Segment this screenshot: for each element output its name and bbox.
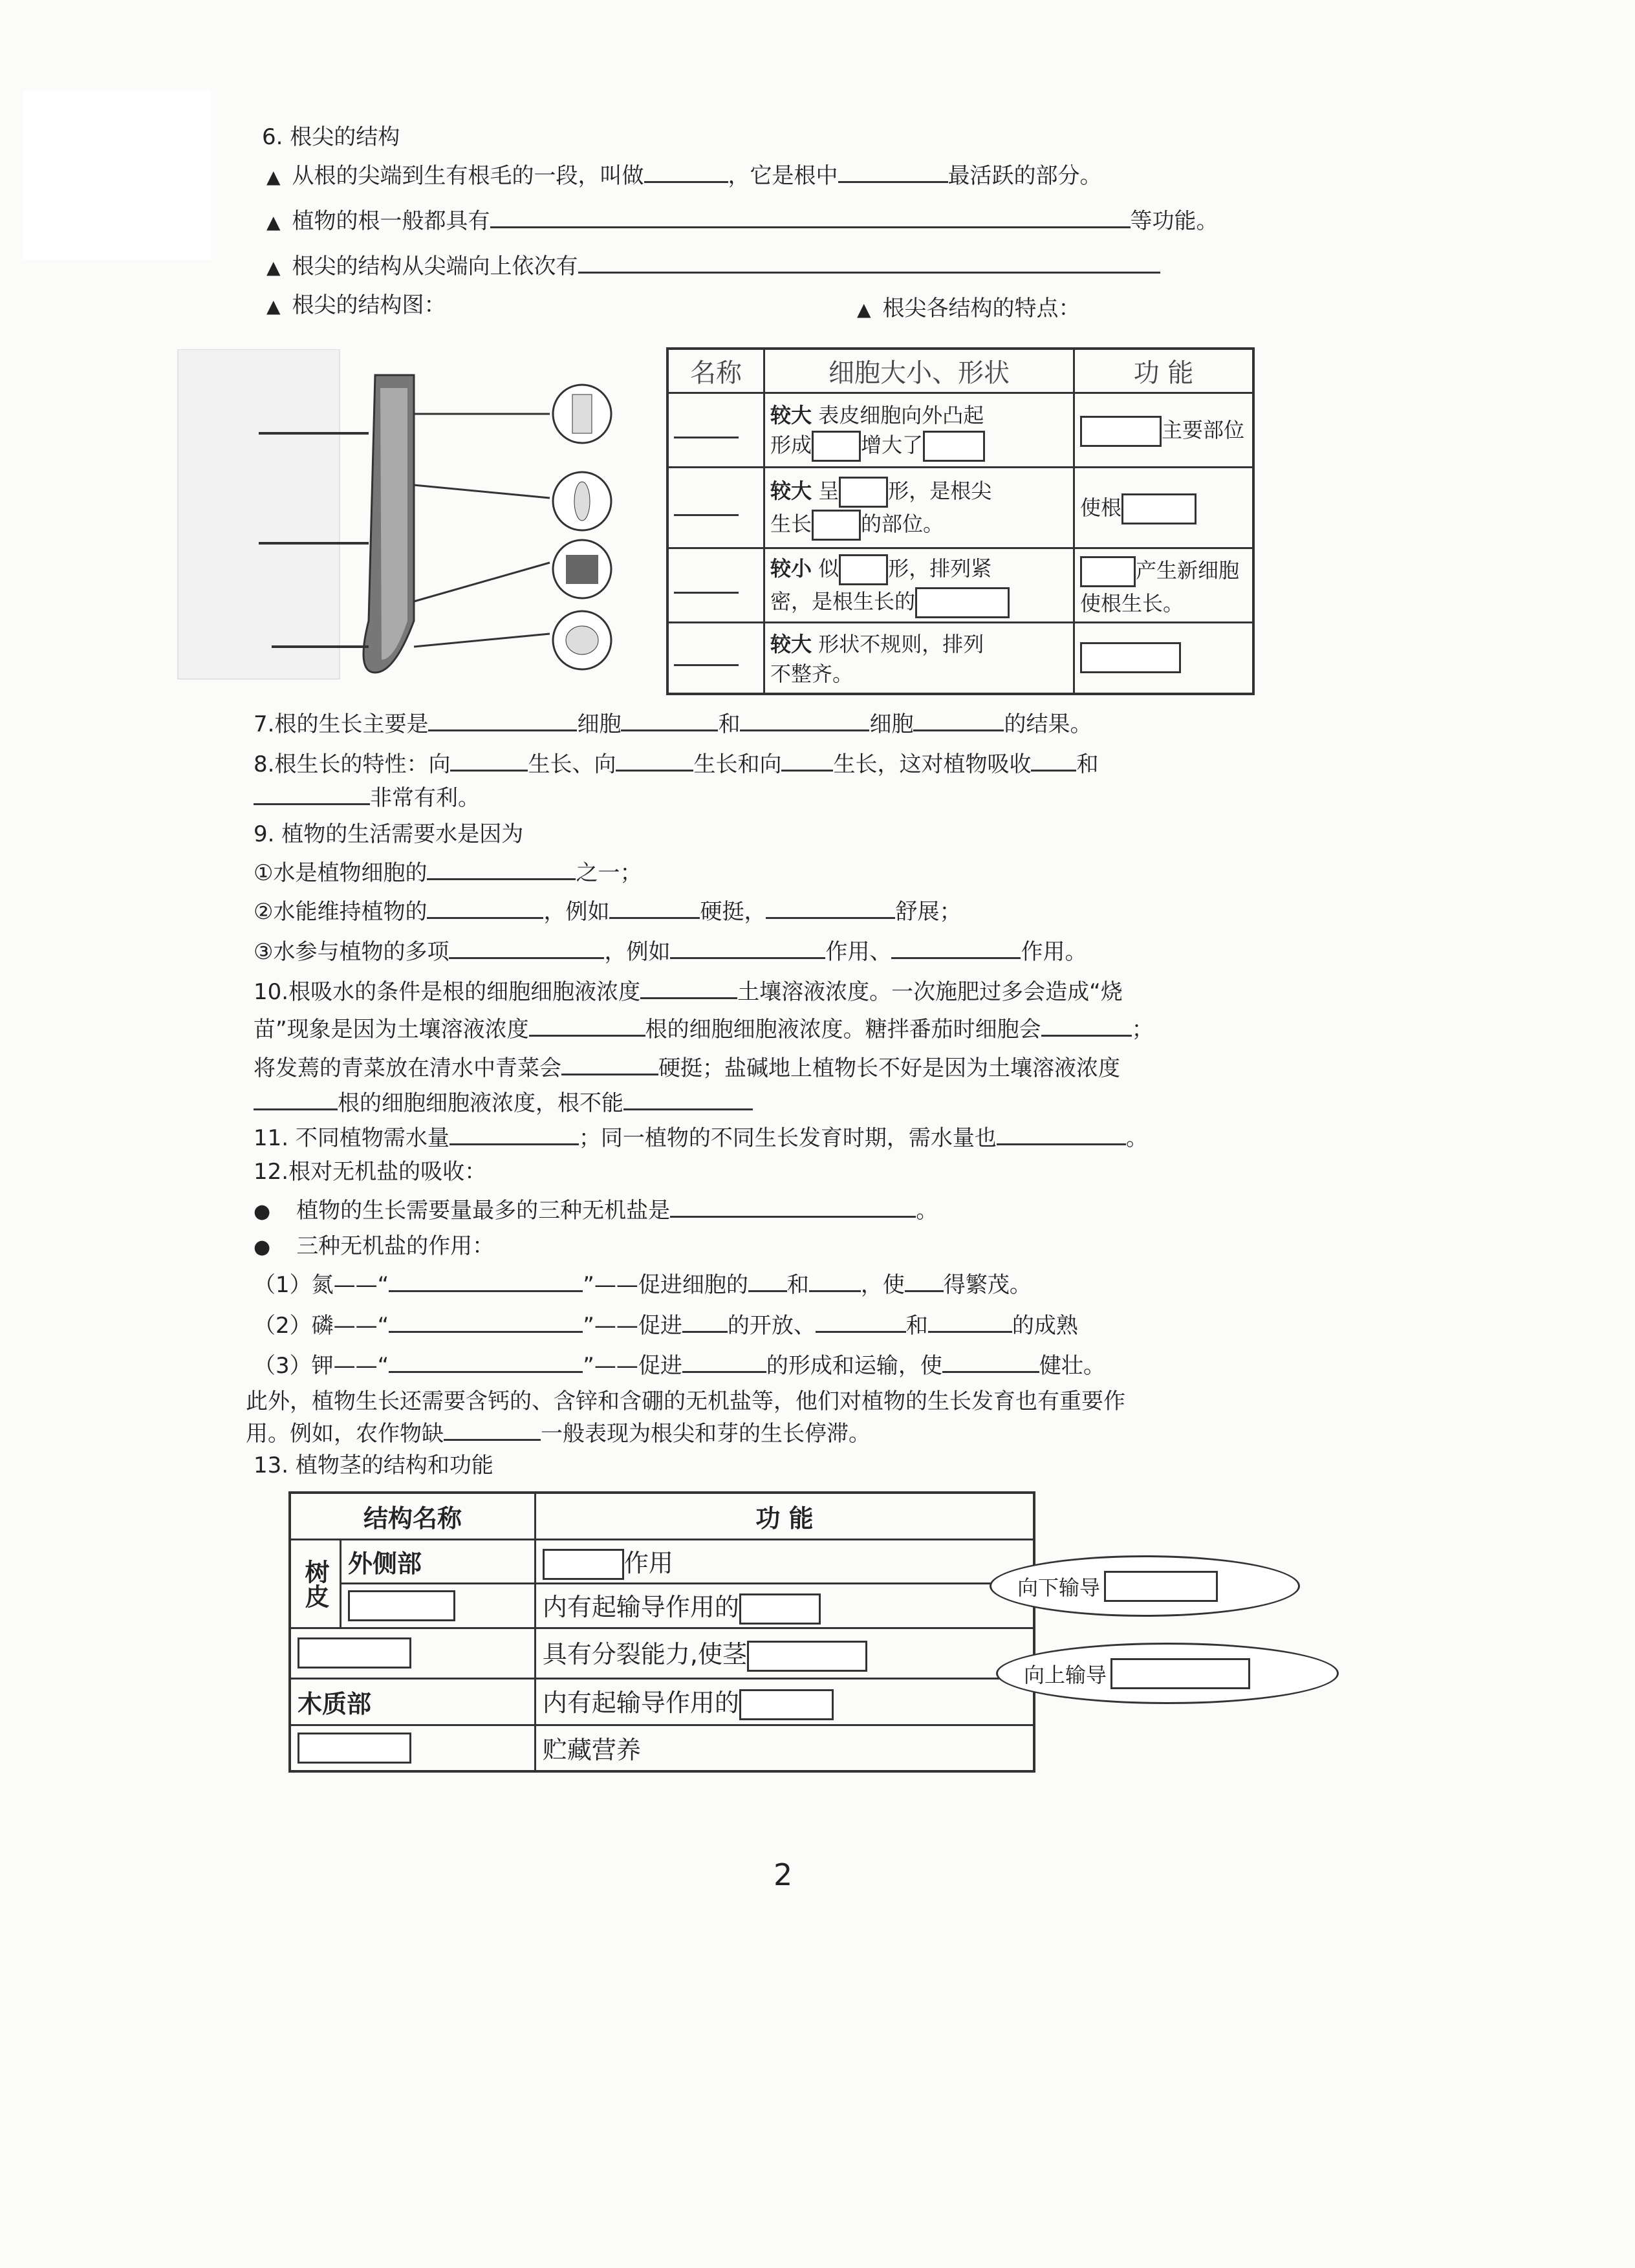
answer-box[interactable] [1080, 556, 1136, 587]
section-12-bullet-2: ● 三种无机盐的作用： [254, 1233, 495, 1259]
xylem-label: 木质部 [290, 1678, 535, 1725]
bullet-icon: ● [254, 1200, 271, 1223]
answer-box[interactable] [739, 1689, 834, 1720]
answer-blank[interactable] [809, 1271, 861, 1292]
answer-blank[interactable] [389, 1312, 583, 1333]
section-12-extra-1: 此外，植物生长还需要含钙的、含锌和含硼的无机盐等，他们对植物的生长发育也有重要作 [246, 1388, 1125, 1414]
potassium-line: （3）钾——“ ”——促进 的形成和运输，使 健壮。 [254, 1353, 1105, 1379]
answer-blank[interactable] [389, 1271, 583, 1292]
answer-blank[interactable] [928, 1312, 1012, 1333]
header-function: 功 能 [535, 1493, 1034, 1539]
section-10-line-3: 将发蔫的青菜放在清水中青菜会 硬挺；盐碱地上植物长不好是因为土壤溶液浓度 [254, 1055, 1120, 1081]
answer-blank[interactable] [670, 938, 825, 959]
answer-blank[interactable] [450, 750, 528, 772]
triangle-icon: ▲ [266, 257, 281, 278]
answer-blank[interactable] [748, 1271, 787, 1292]
answer-blank[interactable] [816, 1312, 906, 1333]
table-row: 内有起输导作用的 [290, 1584, 1034, 1628]
table-row: 较大 表皮细胞向外凸起 形成 增大了 主要部位 [667, 393, 1253, 468]
answer-blank[interactable] [997, 1124, 1126, 1145]
section-7: 7.根的生长主要是 细胞 和 细胞 的结果。 [254, 711, 1092, 737]
nitrogen-line: （1）氮——“ ”——促进细胞的 和 ，使 得繁茂。 [254, 1272, 1032, 1298]
redaction-block [23, 91, 211, 260]
answer-blank[interactable] [682, 1352, 766, 1373]
table-row [290, 1493, 1034, 1539]
answer-blank[interactable] [609, 898, 700, 919]
answer-blank[interactable] [254, 1089, 338, 1110]
section-9-title: 9. 植物的生活需要水是因为 [254, 821, 524, 847]
section-12-title: 12.根对无机盐的吸收： [254, 1159, 487, 1185]
table-row: 具有分裂能力,使茎 [290, 1628, 1034, 1678]
answer-blank[interactable] [913, 710, 1004, 731]
section-13-title: 13. 植物茎的结构和功能 [254, 1453, 493, 1478]
answer-blank[interactable] [674, 417, 739, 438]
table-row: 较大 呈 形，是根尖 生长 的部位。 使根 [667, 468, 1253, 548]
answer-box[interactable] [839, 477, 888, 508]
answer-box[interactable] [747, 1641, 867, 1672]
header-structure: 结构名称 [290, 1493, 535, 1539]
page-number: 2 [774, 1857, 793, 1892]
answer-box[interactable] [915, 587, 1010, 618]
section-6-line-4b: ▲ 根尖各结构的特点： [857, 296, 1081, 321]
answer-blank[interactable] [389, 1352, 583, 1373]
answer-blank[interactable] [621, 710, 718, 731]
answer-blank[interactable] [838, 162, 948, 183]
answer-box[interactable] [1121, 493, 1196, 524]
answer-blank[interactable] [781, 750, 833, 772]
root-tip-table [666, 347, 1255, 695]
header-name: 名称 [667, 349, 764, 393]
section-9-item-3: ③水参与植物的多项 ，例如 作用、 作用。 [254, 939, 1087, 965]
answer-box[interactable] [298, 1637, 411, 1669]
answer-blank[interactable] [444, 1420, 541, 1441]
answer-blank[interactable] [529, 1015, 645, 1037]
stem-structure-table [288, 1491, 1035, 1773]
answer-box[interactable] [739, 1593, 821, 1625]
answer-box[interactable] [1080, 416, 1162, 447]
answer-blank[interactable] [561, 1054, 658, 1075]
bullet-icon: ● [254, 1236, 271, 1258]
section-6-line-2: ▲ 植物的根一般都具有 等功能。 [266, 208, 1218, 234]
answer-box[interactable] [1080, 642, 1181, 673]
triangle-icon: ▲ [266, 166, 281, 188]
answer-blank[interactable] [674, 645, 739, 666]
answer-box[interactable] [298, 1733, 411, 1764]
section-6-line-4: ▲ 根尖的结构图： [266, 292, 446, 318]
header-cell-shape: 细胞大小、形状 [764, 349, 1074, 393]
table-row: 较小 似 形，排列紧 密，是根生长的 产生新细胞 使根生长。 [667, 548, 1253, 623]
answer-blank[interactable] [766, 898, 895, 919]
answer-box[interactable] [543, 1549, 624, 1580]
section-9-item-2: ②水能维持植物的 ，例如 硬挺， 舒展； [254, 899, 962, 925]
section-10-line-2: 苗”现象是因为土壤溶液浓度 根的细胞细胞液浓度。糖拌番茄时细胞会 ； [254, 1017, 1154, 1042]
answer-blank[interactable] [905, 1271, 944, 1292]
section-12-bullet-1: ● 植物的生长需要量最多的三种无机盐是 。 [254, 1198, 938, 1224]
answer-blank[interactable] [670, 1196, 916, 1218]
answer-blank[interactable] [891, 938, 1021, 959]
answer-blank[interactable] [674, 572, 739, 594]
answer-blank[interactable] [428, 710, 577, 731]
section-11: 11. 不同植物需水量 ；同一植物的不同生长发育时期，需水量也 。 [254, 1125, 1148, 1151]
upward-transport-bubble: 向上输导 [996, 1643, 1339, 1704]
answer-box[interactable] [839, 554, 888, 585]
outer-part-label: 外侧部 [341, 1539, 536, 1584]
answer-blank[interactable] [254, 784, 370, 805]
triangle-icon: ▲ [266, 211, 281, 233]
section-8-cont: 非常有利。 [254, 784, 480, 812]
answer-blank[interactable] [449, 938, 604, 959]
answer-blank[interactable] [740, 710, 869, 731]
section-12-extra-2: 用。例如，农作物缺 一般表现为根尖和芽的生长停滞。 [246, 1421, 871, 1447]
storage-function: 贮藏营养 [535, 1725, 1034, 1771]
table-row: 树皮 外侧部 作用 [290, 1539, 1034, 1584]
answer-blank[interactable] [427, 859, 576, 880]
answer-blank[interactable] [674, 495, 739, 516]
answer-box[interactable] [923, 431, 985, 462]
answer-blank[interactable] [1031, 750, 1076, 772]
section-8: 8.根生长的特性：向 生长、向 生长和向 生长，这对植物吸收 和 [254, 751, 1099, 777]
answer-blank[interactable] [449, 1124, 579, 1145]
root-tip-diagram [175, 349, 666, 686]
section-9-item-1: ①水是植物细胞的 之一； [254, 860, 642, 886]
answer-blank[interactable] [682, 1312, 728, 1333]
table-row: 木质部 内有起输导作用的 [290, 1678, 1034, 1725]
answer-blank[interactable] [644, 162, 728, 183]
answer-blank[interactable] [578, 252, 1160, 274]
triangle-icon: ▲ [857, 299, 871, 320]
section-6-line-3: ▲ 根尖的结构从尖端向上依次有 [266, 252, 1160, 282]
answer-box[interactable] [1104, 1571, 1218, 1602]
answer-blank[interactable] [490, 207, 1131, 228]
answer-blank[interactable] [623, 1089, 753, 1110]
header-function: 功 能 [1074, 349, 1254, 393]
table-row [290, 1725, 1034, 1771]
triangle-icon: ▲ [266, 296, 281, 317]
answer-blank[interactable] [1041, 1015, 1132, 1037]
answer-blank[interactable] [942, 1352, 1039, 1373]
answer-blank[interactable] [640, 978, 737, 999]
section-10-line-1: 10.根吸水的条件是根的细胞细胞液浓度 土壤溶液浓度。一次施肥过多会造成“烧 [254, 979, 1123, 1005]
answer-blank[interactable] [427, 898, 543, 919]
answer-blank[interactable] [616, 750, 693, 772]
phosphorus-line: （2）磷——“ ”——促进 的开放、 和 的成熟 [254, 1313, 1078, 1339]
answer-box[interactable] [812, 431, 861, 462]
answer-box[interactable] [348, 1590, 455, 1621]
table-row: 较大 形状不规则，排列 不整齐。 [667, 623, 1253, 694]
downward-transport-bubble: 向下输导 [990, 1555, 1300, 1617]
bark-label: 树皮 [290, 1539, 341, 1628]
section-10-line-4: 根的细胞细胞液浓度，根不能 [254, 1089, 753, 1118]
section-6-line-1: ▲ 从根的尖端到生有根毛的一段，叫做 ，它是根中 最活跃的部分。 [266, 163, 1102, 189]
answer-box[interactable] [812, 510, 861, 541]
section-6-title: 6. 根尖的结构 [262, 124, 400, 150]
answer-box[interactable] [1110, 1658, 1250, 1689]
